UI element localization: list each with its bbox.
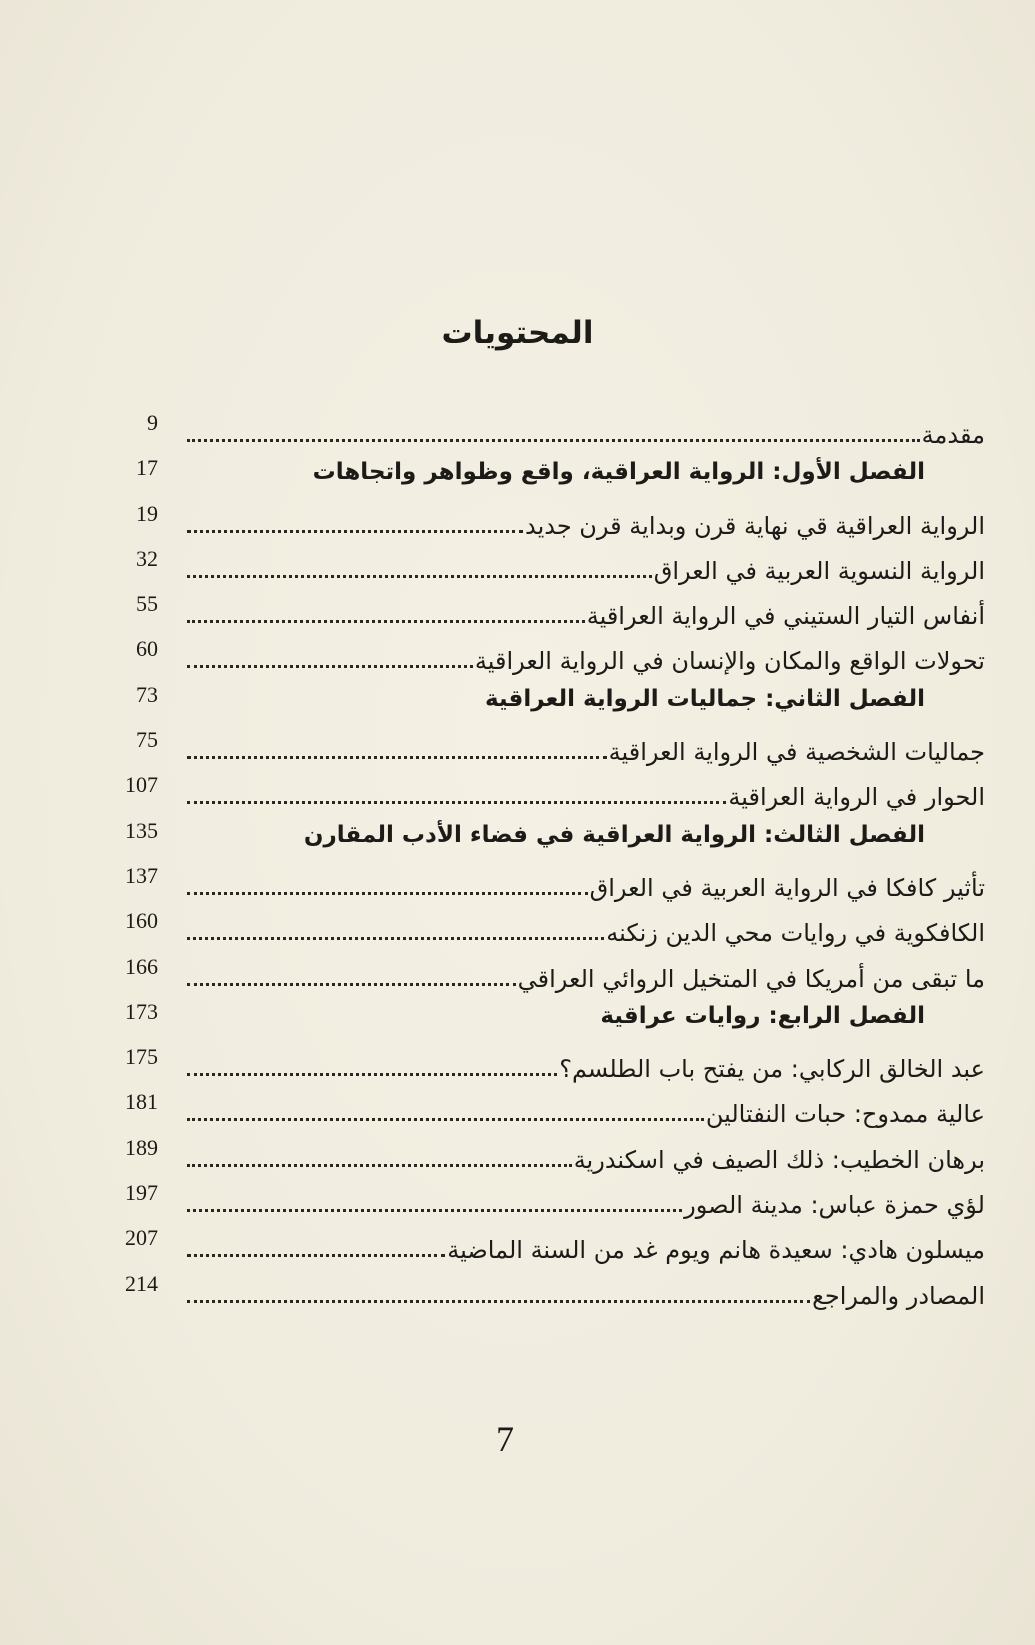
toc-entry-line: [185, 646, 985, 676]
toc-page-number: 73: [136, 681, 158, 707]
toc-entry: [90, 501, 985, 546]
toc-entry: [90, 546, 985, 591]
toc-entry-line: [185, 511, 985, 541]
dot-leader: [187, 801, 726, 804]
section-title: لؤي حمزة عباس: مدينة الصور: [684, 1191, 985, 1220]
section-title: المصادر والمراجع: [812, 1281, 985, 1310]
dot-leader: [187, 1073, 557, 1076]
toc-entry-line: [185, 1281, 985, 1311]
toc-page-number: 181: [125, 1089, 158, 1115]
dot-leader: [187, 892, 588, 895]
toc-entry-line: [185, 918, 985, 948]
section-title: الحوار في الرواية العراقية: [728, 783, 985, 812]
section-title: أنفاس التيار الستيني في الرواية العراقية: [586, 602, 985, 631]
toc-page-number: 166: [125, 953, 158, 979]
toc-chapter-heading: [90, 682, 985, 727]
dot-leader: [187, 1300, 810, 1303]
toc-entry: [90, 772, 985, 817]
table-of-contents: [90, 410, 985, 1316]
toc-chapter-heading: [90, 455, 985, 500]
toc-entry-line: [185, 1190, 985, 1220]
toc-entry: [90, 863, 985, 908]
dot-leader: [187, 530, 523, 533]
toc-entry: [90, 954, 985, 999]
toc-entry-line: [185, 782, 985, 812]
toc-entry-line: [185, 556, 985, 586]
dot-leader: [187, 1209, 682, 1212]
section-title: الرواية النسوية العربية في العراق: [653, 556, 985, 585]
toc-page-number: 107: [125, 772, 158, 798]
dot-leader: [187, 756, 607, 759]
toc-page-number: 197: [125, 1180, 158, 1206]
toc-page-number: 207: [125, 1225, 158, 1251]
page-number: 7: [496, 1419, 514, 1459]
page-title: المحتويات: [441, 315, 594, 351]
section-title: الكافكوية في روايات محي الدين زنكنه: [606, 919, 985, 948]
toc-entry: [90, 1271, 985, 1316]
toc-page-number: 19: [136, 500, 158, 526]
section-title: ميسلون هادي: سعيدة هانم ويوم غد من السنة الماضية: [447, 1236, 985, 1265]
dot-leader: [187, 983, 516, 986]
toc-entry: [90, 908, 985, 953]
section-title: جماليات الشخصية في الرواية العراقية: [608, 738, 985, 767]
dot-leader: [187, 1164, 572, 1167]
toc-page-number: 173: [125, 998, 158, 1024]
toc-page-number: 9: [147, 410, 158, 435]
dot-leader: [187, 1118, 704, 1121]
toc-page-number: 137: [125, 862, 158, 888]
toc-chapter-heading: [90, 818, 985, 863]
toc-entry: [90, 1089, 985, 1134]
dot-leader: [187, 1254, 445, 1257]
toc-entry-line: [185, 737, 985, 767]
section-title: مقدمة: [921, 421, 985, 449]
toc-page-number: 189: [125, 1134, 158, 1160]
section-title: تأثير كافكا في الرواية العربية في العراق: [589, 873, 985, 902]
toc-entry-line: [185, 1001, 985, 1031]
toc-entry: [90, 727, 985, 772]
toc-page-number: 75: [136, 727, 158, 753]
toc-page-number: 60: [136, 636, 158, 662]
toc-entry: [90, 410, 985, 455]
toc-entry: [90, 1225, 985, 1270]
toc-entry: [90, 1135, 985, 1180]
toc-entry-line: [185, 601, 985, 631]
dot-leader: [187, 937, 604, 940]
chapter-title: الفصل الرابع: روايات عراقية: [600, 1002, 925, 1029]
toc-entry-line: [185, 1145, 985, 1175]
toc-page-number: 214: [125, 1270, 158, 1296]
section-title: عبد الخالق الركابي: من يفتح باب الطلسم؟: [559, 1055, 985, 1084]
section-title: الرواية العراقية قي نهاية قرن وبداية قرن جديد: [524, 511, 985, 540]
chapter-title: الفصل الأول: الرواية العراقية، واقع وظواهر واتجاهات: [312, 459, 925, 486]
toc-page-number: 32: [136, 545, 158, 571]
toc-page-number: 175: [125, 1044, 158, 1070]
dot-leader: [187, 620, 585, 623]
section-title: عالية ممدوح: حبات النفتالين: [705, 1100, 985, 1129]
toc-entry: [90, 591, 985, 636]
dot-leader: [187, 575, 652, 578]
toc-chapter-heading: [90, 999, 985, 1044]
chapter-title: الفصل الثاني: جماليات الرواية العراقية: [484, 685, 925, 712]
toc-entry: [90, 1180, 985, 1225]
toc-entry-line: [185, 964, 985, 994]
toc-page-number: 55: [136, 591, 158, 617]
dot-leader: [187, 439, 920, 442]
toc-page-number: 135: [125, 817, 158, 843]
section-title: تحولات الواقع والمكان والإنسان في الرواية العراقية: [474, 647, 985, 676]
section-title: برهان الخطيب: ذلك الصيف في اسكندرية: [573, 1145, 985, 1174]
toc-page-number: 17: [136, 455, 158, 481]
dot-leader: [187, 665, 473, 668]
toc-entry-line: [185, 873, 985, 903]
toc-entry-line: [185, 1054, 985, 1084]
toc-entry-line: [185, 457, 985, 487]
toc-page-number: 160: [125, 908, 158, 934]
toc-entry: [90, 1044, 985, 1089]
chapter-title: الفصل الثالث: الرواية العراقية في فضاء الأدب المقارن: [303, 821, 925, 848]
section-title: ما تبقى من أمريكا في المتخيل الروائي العراقي: [517, 964, 985, 993]
toc-entry-line: [185, 820, 985, 850]
toc-entry-line: [185, 1099, 985, 1129]
toc-entry-line: [185, 684, 985, 714]
toc-entry: [90, 636, 985, 681]
toc-entry-line: [185, 420, 985, 450]
toc-entry-line: [185, 1235, 985, 1265]
